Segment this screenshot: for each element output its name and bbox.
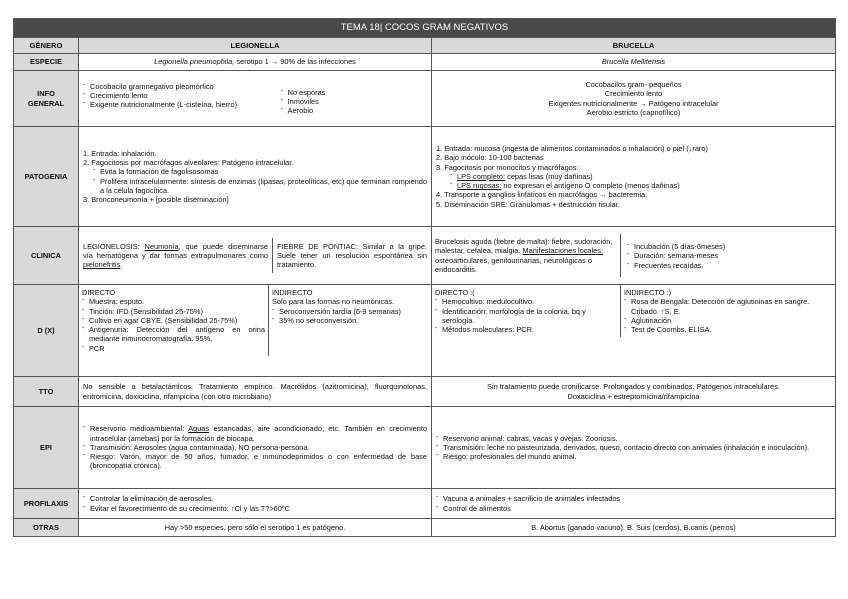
dx-indirect-subtitle: Solo para las formas no neumónicas. [272, 297, 395, 307]
clinica-brucelosis-course [620, 234, 835, 277]
summary-sheet [13, 18, 835, 537]
list-item: Exigentes nutricionalmente → Patógeno intracelular [548, 98, 719, 108]
label-dx: D (X) [14, 285, 79, 377]
list-item: - Evitar el favorecimiento de su crecimiento: ↑Cl y las T?>60ºC [83, 504, 427, 513]
lps-complete-label: LPS completo: [457, 171, 506, 181]
row-otras [14, 519, 836, 537]
dx-legionella-direct [79, 285, 268, 356]
dx-direct-list [82, 297, 265, 353]
list-item: - Muestra: esputo. [82, 297, 265, 306]
tto-legionella: No sensible a betalactámicos. Tratamiento empírico. Macrólidos (azitromicina), fluorquinolonas, eritromicina, doxiciclina, rifampicina (con otro microbiano) [79, 377, 432, 407]
dx-legionella [79, 285, 432, 377]
header-genero: GÉNERO [14, 38, 79, 54]
label-otras: OTRAS [14, 519, 79, 537]
epi-legionella [79, 407, 432, 489]
especie-legionella [79, 54, 432, 71]
patogenia-step: 1. Entrada: inhalación. [83, 148, 157, 158]
lps-rough-text: no expresan el antígeno O completo (menos dañinas) [501, 181, 680, 191]
list-item: - Cocobacilo gramnegativo pleomórfico [83, 82, 281, 91]
list-item: - Frecuentes recaídas. [627, 261, 831, 270]
patogenia-step: 1. Entrada: mucosa (ingesta de alimentos contaminados o inhalación) o piel (↓raro) [436, 143, 708, 153]
dx-legionella-indirect [268, 285, 431, 356]
legionella-species: Legionella pneumophila, [154, 57, 235, 67]
brucelosis-local-label: Manifestaciones locales: [522, 246, 604, 256]
list-item: - 35% no seroconversión. [272, 316, 428, 325]
row-epi [14, 407, 836, 489]
otras-legionella: Hay >50 especies, pero sólo el serotipo 1 es patógeno. [79, 519, 432, 537]
list-item: - Reservorio animal: cabras, vacas y ovejas. Zoonosis. [436, 434, 831, 443]
tto-brucella-line1: Sin tratamiento puede cronificarse. Prolongados y combinados. Patógenos intracelulares. [487, 382, 780, 392]
dx-brucella [432, 285, 836, 377]
list-item: - Evita la formación de fagolisosomas [93, 167, 427, 176]
label-tto: TTO [14, 377, 79, 407]
row-dx [14, 285, 836, 377]
list-item: - Antigenuria: Detección del antígeno en orina mediante inmunocromatografía. 95%. [82, 325, 265, 344]
patogenia-step: 5. Diseminación SRE: Granulomas + destrucción tisular. [436, 199, 620, 209]
list-item: - Crecimiento lento [83, 91, 281, 100]
epi-brucella [432, 407, 836, 489]
header-legionella: LEGIONELLA [79, 38, 432, 54]
list-item: - Cultivo en agar CBYE. (Sensibilidad 25-75%) [82, 316, 265, 325]
list-item: - Test de Coombs, ELISA. [624, 325, 832, 334]
info-legionella-list-b [281, 88, 427, 116]
list-item: - Transmisión: Aerosoles (agua contaminada), NO persona-persona. [83, 443, 427, 452]
list-item: - No esporas [281, 88, 427, 97]
patogenia-legionella [79, 127, 432, 227]
list-item: - Riesgo: Varón, mayor de 50 años, fumador, e inmunodeprimidos o con enfermedad de base (broncopatía crónica). [83, 452, 427, 471]
legionelosis-pielonefritis: pielonefritis [83, 260, 121, 270]
label-epi: EPI [14, 407, 79, 489]
patogenia-substeps [450, 172, 831, 191]
list-item: - Exigente nutricionalmente (L-cisteína, hierro) [83, 100, 281, 109]
list-item: - Aglutinación [624, 316, 832, 325]
list-item: - Hemocultivo: medulocultivo. [435, 297, 617, 306]
list-item: - Vacuna a animales + sacrificio de animales infectados [436, 494, 831, 503]
header-brucella: BRUCELLA [432, 38, 836, 54]
patogenia-step: 3. Fagocitosis por monocitos y macrófagos: [436, 162, 579, 172]
row-patogenia [14, 127, 836, 227]
clinica-brucella [432, 227, 836, 285]
profilaxis-brucella [432, 489, 836, 519]
label-profilaxis: PROFILAXIS [14, 489, 79, 519]
patogenia-step: 2. Fagocitosis por macrófagos alveolares: Patógeno intracelular. [83, 157, 294, 167]
list-item: - Rosa de Bengala: Detección de aglutininas en sangre. Cribado. ↑S, E. [624, 297, 832, 316]
clinica-legionelosis [79, 238, 272, 274]
header-row [14, 38, 836, 54]
legionella-serotype: serotipo 1 → 90% de las infecciones [234, 57, 356, 67]
label-info [14, 71, 79, 127]
list-item: - Aerobio [281, 106, 427, 115]
row-clinica [14, 227, 836, 285]
list-item: Cocobacilos gram- pequeños [585, 79, 682, 89]
clinica-pontiac: FIEBRE DE PONTIAC: Similar a la gripe. Suele tener un resolución espontánea sin tratamiento. [272, 238, 431, 274]
dx-direct-title: DIRECTO :( [435, 288, 475, 297]
label-patogenia: PATOGENIA [14, 127, 79, 227]
list-item: - Transmisión: leche no pasteurizada, derivados, queso, contacto directo con animales (inhalación e inoculación). [436, 443, 831, 452]
row-profilaxis [14, 489, 836, 519]
info-legionella-list-a [83, 82, 281, 110]
list-item [83, 424, 427, 443]
list-item: - Inmóviles [281, 97, 427, 106]
legionelosis-end: . [120, 260, 123, 270]
info-brucella [432, 71, 836, 127]
list-item: - Duración: semana-meses [627, 251, 831, 260]
clinica-legionella [79, 227, 432, 285]
profilaxis-brucella-list [436, 494, 831, 513]
especie-brucella: Brucella Mellitensis [432, 54, 836, 71]
otras-brucella: B. Abortus (ganado vacuno), B. Suis (cerdos), B.canis (perros) [432, 519, 836, 537]
legionelosis-title: LEGIONELOSIS: [83, 241, 145, 251]
list-item [450, 172, 831, 181]
list-item: - Controlar la eliminación de aerosoles. [83, 494, 427, 503]
tto-brucella-line2: Doxaciclina + estreptomicina/rifampicina [567, 391, 700, 401]
label-clinica: CLINICA [14, 227, 79, 285]
dx-brucella-direct [432, 285, 620, 337]
list-item: - Prolifera intracelularmente: síntesis de enzimas (lipasas, proteolíticas, etc) que terminan rompiendo a la célula fagocítica. [93, 177, 427, 196]
epi-legionella-list [83, 424, 427, 470]
list-item [450, 181, 831, 190]
patogenia-step: 2. Bajo inóculo: 10-100 bacterias [436, 153, 544, 163]
dx-indirect-list [624, 297, 832, 334]
patogenia-substeps [93, 167, 427, 195]
dx-direct-list [435, 297, 617, 334]
title-row [14, 19, 836, 38]
list-item: Crecimiento lento [604, 89, 663, 99]
profilaxis-legionella-list [83, 494, 427, 513]
label-especie: ESPECIE [14, 54, 79, 71]
row-especie [14, 54, 836, 71]
patogenia-step: 3. Bronconeumonía + [posible diseminación] [83, 195, 229, 205]
list-item: - Control de alimentos [436, 504, 831, 513]
tto-brucella [432, 377, 836, 407]
summary-table [13, 18, 836, 537]
info-legionella [79, 71, 432, 127]
list-item: - Riesgo: profesionales del mundo animal. [436, 452, 831, 461]
lps-complete-text: cepas lisas (muy dañinas) [505, 171, 593, 181]
list-item: - Seroconversión tardía (6-9 semanas) [272, 307, 428, 316]
brucelosis-local-text: osteoarticulares, genitourinarias, neurológicas o endocarditis. [435, 255, 592, 274]
dx-indirect-list [272, 307, 428, 326]
epi-reservoir-aguas: Aguas [188, 424, 210, 434]
list-item: - Tinción: IFD (Sensibilidad 25-75%) [82, 307, 265, 316]
label-info-line2: GENERAL [27, 98, 65, 108]
dx-indirect-title: INDIRECTO [272, 288, 313, 297]
list-item: - Incubación (5 días-6meses) [627, 242, 831, 251]
list-item: - PCR [82, 344, 265, 353]
table-title: TEMA 18| COCOS GRAM NEGATIVOS [14, 19, 836, 38]
row-tto [14, 377, 836, 407]
lps-rough-label: LPS rugosas: [457, 181, 502, 191]
row-info [14, 71, 836, 127]
dx-direct-title: DIRECTO [82, 288, 116, 297]
dx-indirect-title: INDIRECTO :) [624, 288, 672, 297]
patogenia-step: 4. Transporte a ganglios linfáticos en macrófagos → bacteremia. [436, 190, 648, 200]
brucelosis-course-list [627, 242, 831, 270]
label-info-line1: INFO [37, 89, 55, 99]
epi-reservoir-text: estancadas, aire acondicionado, etc. También en crecimiento intracelular (amebas) por la formación de biocapa. [90, 424, 427, 443]
profilaxis-legionella [79, 489, 432, 519]
legionelosis-text: , que puede diseminarse vía hematógena y dar formas extrapulmonares como [83, 241, 268, 260]
clinica-brucelosis [432, 234, 620, 277]
dx-brucella-indirect [620, 285, 835, 337]
list-item: Aerobio estricto (capnofílico) [586, 107, 681, 117]
list-item: - Métodos moleculares: PCR. [435, 325, 617, 334]
list-item: - Identificación: morfología de la colonia, bq y serología. [435, 307, 617, 326]
legionelosis-neumonia: Neumonía [144, 241, 179, 251]
brucelosis-text: Brucelosis aguda (fiebre de malta): fiebre, sudoración, malestar, cefalea, mialgia. [435, 236, 613, 256]
epi-reservoir-label: Reservorio medioambiental: [90, 424, 189, 434]
patogenia-brucella [432, 127, 836, 227]
epi-brucella-list [436, 434, 831, 462]
